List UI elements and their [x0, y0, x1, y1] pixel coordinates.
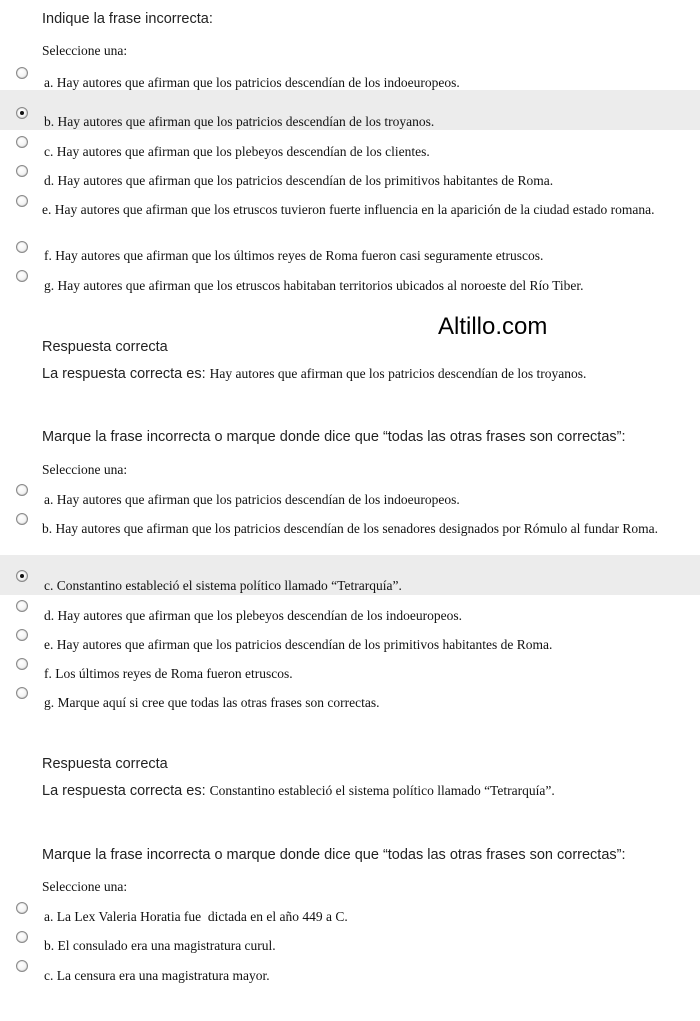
q1-option-g-radio[interactable]	[16, 270, 28, 282]
question-1-select-label: Seleccione una:	[42, 43, 128, 58]
q1-option-g[interactable]: g. Hay autores que afirman que los etruscos habitaban territorios ubicados al noroeste del Río Tiber.	[44, 278, 584, 293]
q1-option-d[interactable]: d. Hay autores que afirman que los patricios descendían de los primitivos habitantes de Roma.	[44, 173, 554, 188]
q2-option-e[interactable]: e. Hay autores que afirman que los patricios descendían de los primitivos habitantes de Roma.	[44, 637, 553, 652]
q3-option-a-radio[interactable]	[16, 902, 28, 914]
q2-feedback-answer: Constantino estableció el sistema político llamado “Tetrarquía”.	[209, 783, 555, 798]
q2-option-b[interactable]: b. Hay autores que afirman que los patricios descendían de los senadores designados por Rómulo al fundar Roma.	[42, 521, 658, 536]
q1-option-d-radio[interactable]	[16, 165, 28, 177]
q1-option-b[interactable]: b. Hay autores que afirman que los patricios descendían de los troyanos.	[44, 114, 435, 129]
q1-option-a-radio[interactable]	[16, 67, 28, 79]
q3-option-b-radio[interactable]	[16, 931, 28, 943]
q1-feedback-title: Respuesta correcta	[42, 339, 168, 355]
q2-option-c-radio[interactable]	[16, 570, 28, 582]
q1-feedback-answer: Hay autores que afirman que los patricios descendían de los troyanos.	[209, 366, 587, 381]
watermark-text: Altillo.com	[438, 313, 548, 340]
q1-option-c-radio[interactable]	[16, 136, 28, 148]
question-3-prompt: Marque la frase incorrecta o marque donde dice que “todas las otras frases son correctas”:	[42, 847, 626, 863]
q2-option-f[interactable]: f. Los últimos reyes de Roma fueron etruscos.	[44, 666, 293, 681]
q1-feedback-prefix: La respuesta correcta es:	[42, 366, 206, 382]
q2-option-c[interactable]: c. Constantino estableció el sistema político llamado “Tetrarquía”.	[44, 578, 402, 593]
q3-option-c-radio[interactable]	[16, 960, 28, 972]
q1-option-e-radio[interactable]	[16, 195, 28, 207]
q2-option-d[interactable]: d. Hay autores que afirman que los plebeyos descendían de los indoeuropeos.	[44, 608, 463, 623]
q2-option-f-radio[interactable]	[16, 658, 28, 670]
q1-option-c[interactable]: c. Hay autores que afirman que los plebeyos descendían de los clientes.	[44, 144, 430, 159]
q3-option-a[interactable]: a. La Lex Valeria Horatia fue dictada en el año 449 a C.	[44, 909, 348, 924]
q3-option-b[interactable]: b. El consulado era una magistratura curul.	[44, 938, 276, 953]
q2-option-e-radio[interactable]	[16, 629, 28, 641]
q2-option-a[interactable]: a. Hay autores que afirman que los patricios descendían de los indoeuropeos.	[44, 492, 460, 507]
q2-feedback-title: Respuesta correcta	[42, 756, 168, 772]
q2-feedback	[42, 782, 555, 800]
q2-option-b-radio[interactable]	[16, 513, 28, 525]
q2-option-g[interactable]: g. Marque aquí si cree que todas las otras frases son correctas.	[44, 695, 380, 710]
q1-feedback	[42, 365, 586, 383]
q2-option-g-radio[interactable]	[16, 687, 28, 699]
q1-option-b-radio[interactable]	[16, 107, 28, 119]
q2-feedback-prefix: La respuesta correcta es:	[42, 783, 206, 799]
question-1-prompt: Indique la frase incorrecta:	[42, 11, 213, 27]
question-2-select-label: Seleccione una:	[42, 462, 128, 477]
q2-option-a-radio[interactable]	[16, 484, 28, 496]
q1-option-a[interactable]: a. Hay autores que afirman que los patricios descendían de los indoeuropeos.	[44, 75, 460, 90]
q2-option-d-radio[interactable]	[16, 600, 28, 612]
q1-option-e[interactable]: e. Hay autores que afirman que los etruscos tuvieron fuerte influencia en la aparición de la ciudad estado romana.	[42, 202, 655, 217]
q1-option-f[interactable]: f. Hay autores que afirman que los últimos reyes de Roma fueron casi seguramente etruscos.	[44, 248, 544, 263]
question-2-prompt: Marque la frase incorrecta o marque donde dice que “todas las otras frases son correctas”:	[42, 429, 626, 445]
question-3-select-label: Seleccione una:	[42, 879, 128, 894]
q1-option-f-radio[interactable]	[16, 241, 28, 253]
q3-option-c[interactable]: c. La censura era una magistratura mayor.	[44, 968, 270, 983]
